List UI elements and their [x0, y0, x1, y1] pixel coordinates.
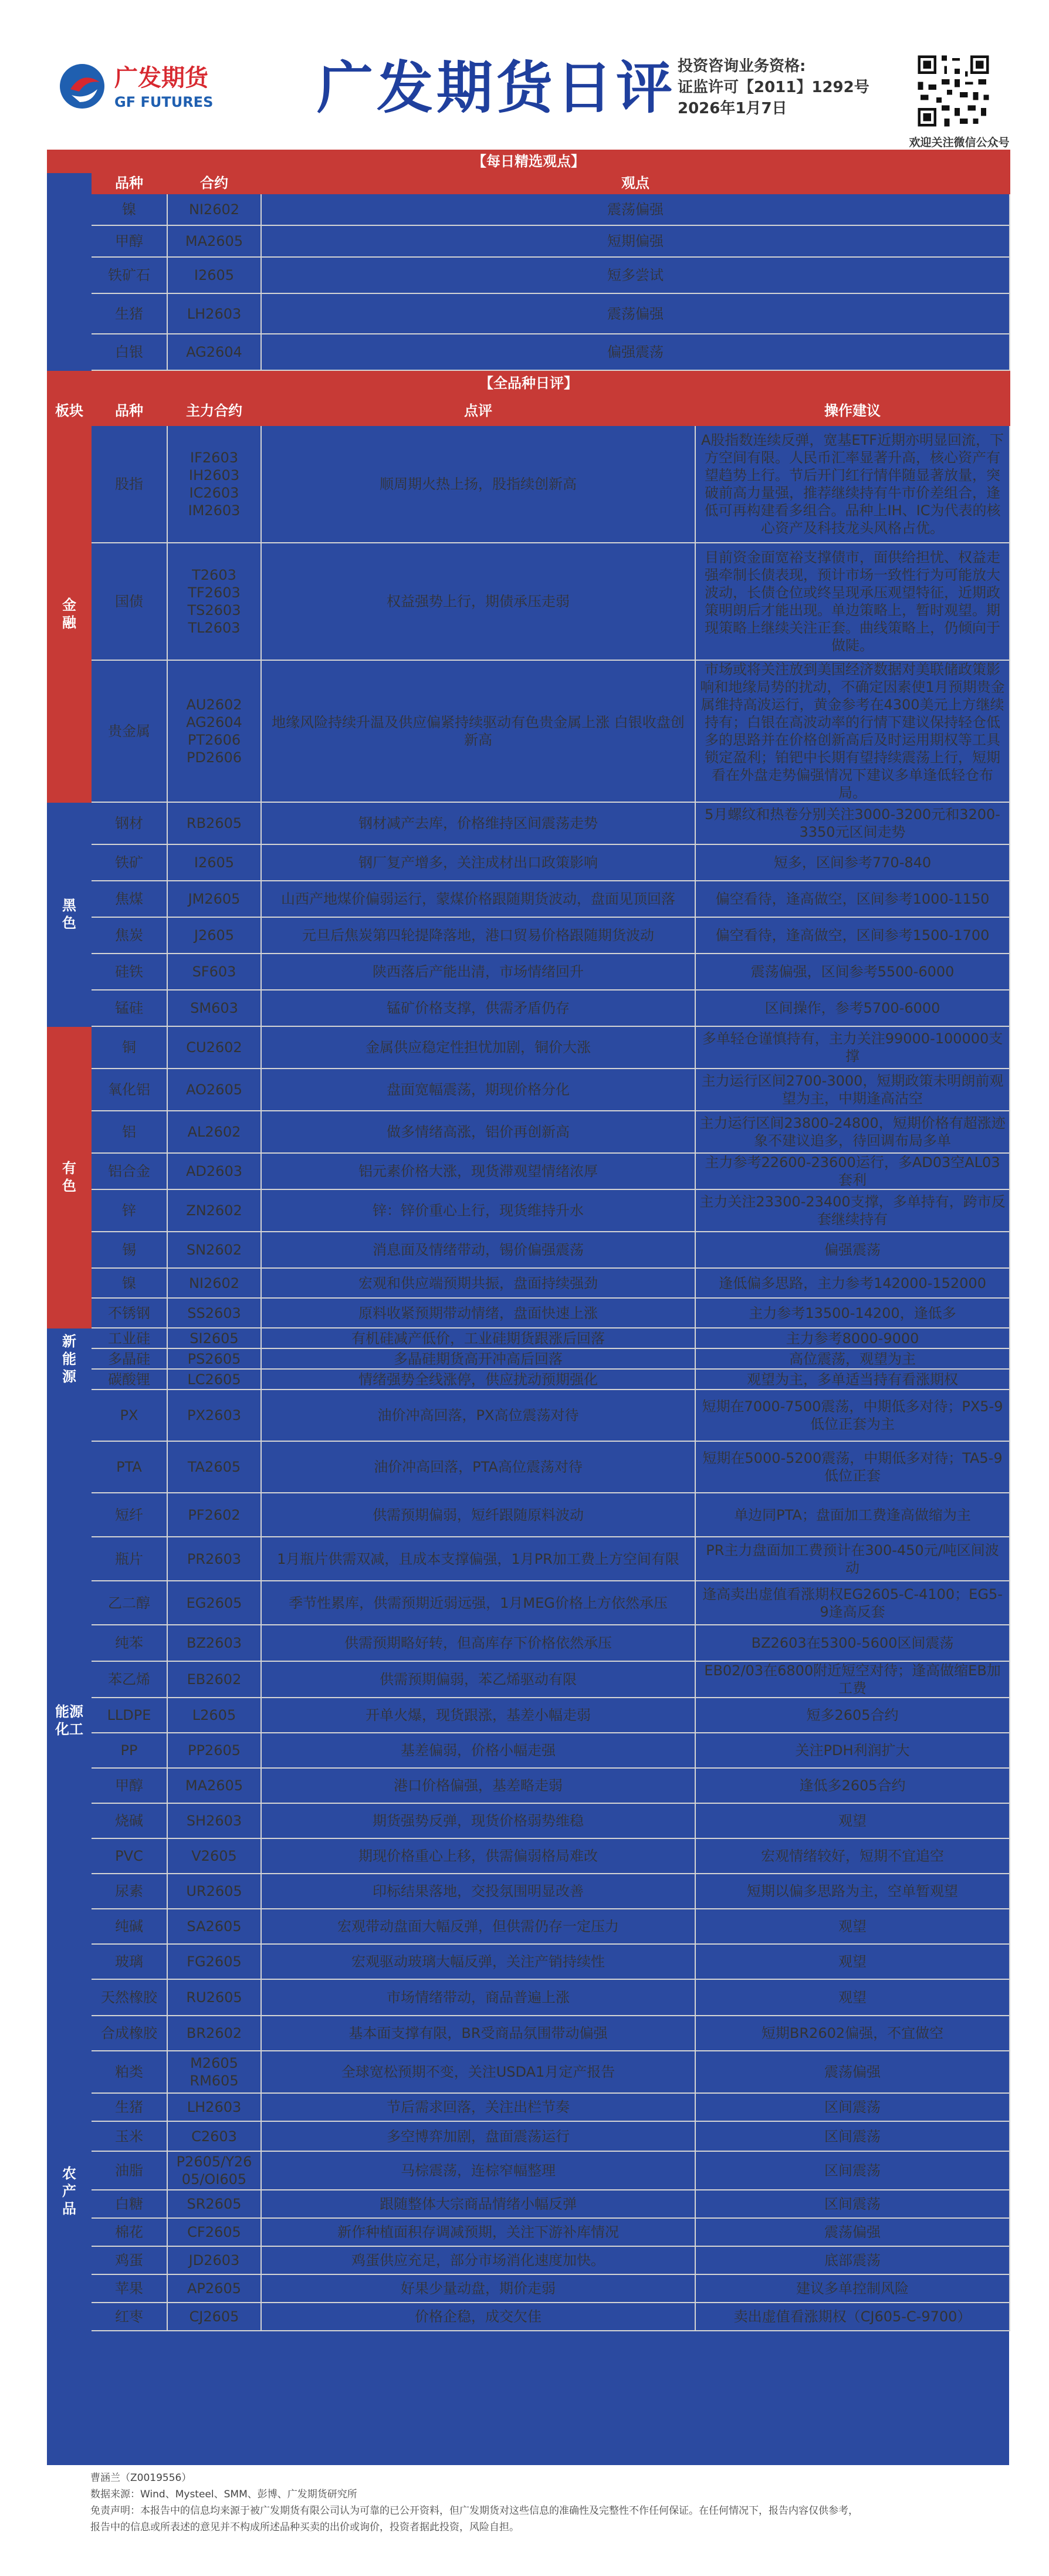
product-advice: 逢低偏多思路，主力参考142000-152000 [695, 1268, 1010, 1298]
product-name: 棉花 [91, 2218, 167, 2246]
product-advice: A股指数连续反弹，宽基ETF近期亦明显回流，下方空间有限。人民币汇率显著升高，核心资产有望趋势上行。节后开门红行情伴随显著放量，突破前高力量强，推荐继续持有牛市价差组合，逢低可再构建看多组合。品种上IH、IC为代表的核心资产及科技龙头风格占优。 [695, 425, 1010, 543]
product-advice: 底部震荡 [695, 2246, 1010, 2274]
pick-view: 偏强震荡 [261, 334, 1010, 370]
product-contract: EG2605 [167, 1581, 261, 1625]
product-contract: MA2605 [167, 1768, 261, 1803]
product-contract: J2605 [167, 917, 261, 954]
report-header [0, 0, 1049, 150]
product-contract: RB2605 [167, 802, 261, 844]
product-comment: 多晶硅期货高开冲高后回落 [261, 1348, 695, 1369]
product-name: 甲醇 [91, 1768, 167, 1803]
product-comment: 基本面支撑有限，BR受商品氛围带动偏强 [261, 2016, 695, 2051]
blue-spacer [48, 257, 91, 293]
product-comment: 铝元素价格大涨，现货滞观望情绪浓厚 [261, 1153, 695, 1189]
product-comment: 1月瓶片供需双减，且成本支撑偏强，1月PR加工费上方空间有限 [261, 1537, 695, 1581]
product-name: PVC [91, 1838, 167, 1874]
product-advice: 高位震荡，观望为主 [695, 1348, 1010, 1369]
pick-view: 震荡偏强 [261, 194, 1010, 225]
product-name: 股指 [91, 425, 167, 543]
product-comment: 价格企稳，成交欠佳 [261, 2303, 695, 2331]
product-contract: AP2605 [167, 2274, 261, 2303]
product-contract: BR2602 [167, 2016, 261, 2051]
product-comment: 盘面宽幅震荡，期现价格分化 [261, 1069, 695, 1111]
blue-spacer [48, 194, 91, 225]
pick-view: 震荡偏强 [261, 293, 1010, 334]
product-name: 铝 [91, 1111, 167, 1153]
product-advice: 主力关注23300-23400支撑，多单持有，跨市反套继续持有 [695, 1189, 1010, 1232]
product-name: 尿素 [91, 1874, 167, 1909]
product-contract: ZN2602 [167, 1189, 261, 1232]
product-contract: SS2603 [167, 1298, 261, 1328]
product-comment: 钢材减产去库，价格维持区间震荡走势 [261, 802, 695, 844]
product-advice: 区间震荡 [695, 2093, 1010, 2121]
products-header-comment: 点评 [261, 396, 695, 425]
product-name: 瓶片 [91, 1537, 167, 1581]
product-name: 铝合金 [91, 1153, 167, 1189]
product-comment: 多空博弈加剧，盘面震荡运行 [261, 2121, 695, 2151]
product-comment: 锌：锌价重心上行，现货维持升水 [261, 1189, 695, 1232]
picks-header-name: 品种 [91, 173, 167, 194]
product-contract: M2605 RM605 [167, 2051, 261, 2093]
product-comment: 市场情绪带动，商品普遍上涨 [261, 1979, 695, 2016]
product-contract: CJ2605 [167, 2303, 261, 2331]
product-comment: 新作种植面积存调减预期，关注下游补库情况 [261, 2218, 695, 2246]
product-name: 焦煤 [91, 881, 167, 917]
product-name: 锌 [91, 1189, 167, 1232]
product-name: 纯苯 [91, 1625, 167, 1661]
product-contract: FG2605 [167, 1944, 261, 1979]
product-contract: SI2605 [167, 1328, 261, 1348]
sector-label: 新 能 源 [48, 1328, 91, 1390]
blue-spacer [48, 334, 91, 370]
product-name: 纯碱 [91, 1909, 167, 1944]
product-contract: EB2602 [167, 1661, 261, 1698]
product-comment: 有机硅减产低价，工业硅期货跟涨后回落 [261, 1328, 695, 1348]
product-advice: 市场或将关注放到美国经济数据对美联储政策影响和地缘局势的扰动，不确定因素使1月预期贵金属维持高波运行，黄金参考在4300美元上方继续持有；白银在高波动率的行情下建议保持轻仓低多的思路并在价格创新高后及时运用期权等工具锁定盈利；铂钯中长期有望持续震荡上行，短期看在外盘走势偏强情况下建议多单逢低轻仓布局。 [695, 660, 1010, 802]
product-name: 苯乙烯 [91, 1661, 167, 1698]
pick-view: 短多尝试 [261, 257, 1010, 293]
page-title: 广发期货日评 [317, 55, 676, 121]
product-advice: 震荡偏强 [695, 2051, 1010, 2093]
product-comment: 锰矿价格支撑，供需矛盾仍存 [261, 990, 695, 1026]
picks-header-view: 观点 [261, 173, 1010, 194]
product-advice: 观望为主，多单适当持有看涨期权 [695, 1369, 1010, 1390]
product-name: PP [91, 1733, 167, 1768]
product-name: 氧化铝 [91, 1069, 167, 1111]
brand-en: GF FUTURES [114, 94, 214, 110]
product-name: 铜 [91, 1026, 167, 1069]
product-name: 硅铁 [91, 954, 167, 990]
product-comment: 油价冲高回落，PTA高位震荡对待 [261, 1441, 695, 1493]
product-advice: 主力运行区间23800-24800，短期价格有超涨迹象不建议追多，待回调布局多单 [695, 1111, 1010, 1153]
product-advice: 偏空看待，逢高做空，区间参考1500-1700 [695, 917, 1010, 954]
product-advice: 多单轻仓谨慎持有，主力关注99000-100000支撑 [695, 1026, 1010, 1069]
pick-name: 生猪 [91, 293, 167, 334]
product-advice: 震荡偏强 [695, 2218, 1010, 2246]
product-contract: TA2605 [167, 1441, 261, 1493]
product-comment: 基差偏弱，价格小幅走强 [261, 1733, 695, 1768]
product-comment: 好果少量动盘，期价走弱 [261, 2274, 695, 2303]
product-advice: 偏空看待，逢高做空，区间参考1000-1150 [695, 881, 1010, 917]
product-contract: CU2602 [167, 1026, 261, 1069]
product-comment: 顺周期火热上扬，股指续创新高 [261, 425, 695, 543]
product-comment: 做多情绪高涨，铝价再创新高 [261, 1111, 695, 1153]
pick-name: 甲醇 [91, 225, 167, 257]
product-advice: 单边同PTA；盘面加工费逢高做缩为主 [695, 1493, 1010, 1537]
report-table [47, 150, 1010, 2331]
pick-contract: MA2605 [167, 225, 261, 257]
product-contract: LH2603 [167, 2093, 261, 2121]
product-advice: 短多，区间参考770-840 [695, 844, 1010, 881]
product-name: 生猪 [91, 2093, 167, 2121]
product-advice: 短多2605合约 [695, 1698, 1010, 1733]
product-advice: 区间震荡 [695, 2190, 1010, 2218]
product-advice: 建议多单控制风险 [695, 2274, 1010, 2303]
product-contract: BZ2603 [167, 1625, 261, 1661]
product-comment: 供需预期偏弱，苯乙烯驱动有限 [261, 1661, 695, 1698]
product-advice: 短期在7000-7500震荡，中期低多对待；PX5-9低位正套为主 [695, 1390, 1010, 1441]
footer-source: 数据来源：Wind、Mysteel、SMM、彭博、广发期货研究所 [90, 2489, 357, 2500]
blue-spacer [48, 293, 91, 334]
sector-label: 金 融 [48, 425, 91, 802]
footer-disclaimer-1: 免责声明：本报告中的信息均来源于被广发期货有限公司认为可靠的已公开资料，但广发期货对这些信息的准确性及完整性不作任何保证。在任何情况下，报告内容仅供参考， [90, 2505, 858, 2517]
product-advice: 短期BR2602偏强，不宜做空 [695, 2016, 1010, 2051]
sector-label: 农 产 品 [48, 2051, 91, 2331]
product-comment: 港口价格偏强，基差略走弱 [261, 1768, 695, 1803]
pick-view: 短期偏强 [261, 225, 1010, 257]
product-name: LLDPE [91, 1698, 167, 1733]
products-header-advice: 操作建议 [695, 396, 1010, 425]
product-advice: 主力运行区间2700-3000，短期政策未明朗前观望为主，中期逢高沽空 [695, 1069, 1010, 1111]
product-advice: EB02/03在6800附近短空对待；逢高做缩EB加工费 [695, 1661, 1010, 1698]
footer-author: 曹涵兰（Z0019556） [90, 2472, 192, 2484]
product-comment: 供需预期偏弱，短纤跟随原料波动 [261, 1493, 695, 1537]
product-comment: 期货强势反弹，现货价格弱势维稳 [261, 1803, 695, 1838]
product-name: 国债 [91, 543, 167, 660]
product-name: 天然橡胶 [91, 1979, 167, 2016]
product-name: 多晶硅 [91, 1348, 167, 1369]
product-name: 锰硅 [91, 990, 167, 1026]
product-contract: I2605 [167, 844, 261, 881]
product-contract: PS2605 [167, 1348, 261, 1369]
product-contract: AL2602 [167, 1111, 261, 1153]
product-comment: 宏观驱动玻璃大幅反弹，关注产销持续性 [261, 1944, 695, 1979]
license-line-2: 证监许可【2011】1292号 [678, 79, 869, 96]
product-advice: PR主力盘面加工费预计在300-450元/吨区间波动 [695, 1537, 1010, 1581]
product-advice: 关注PDH利润扩大 [695, 1733, 1010, 1768]
license-line-1: 投资咨询业务资格: [678, 58, 806, 75]
blue-spacer [48, 225, 91, 257]
product-contract: PX2603 [167, 1390, 261, 1441]
product-comment: 全球宽松预期不变，关注USDA1月定产报告 [261, 2051, 695, 2093]
product-name: PTA [91, 1441, 167, 1493]
product-contract: PP2605 [167, 1733, 261, 1768]
product-name: 锡 [91, 1232, 167, 1268]
product-name: 铁矿 [91, 844, 167, 881]
product-advice: 主力参考8000-9000 [695, 1328, 1010, 1348]
product-comment: 元旦后焦炭第四轮提降落地，港口贸易价格跟随期货波动 [261, 917, 695, 954]
product-name: 短纤 [91, 1493, 167, 1537]
products-header-contract: 主力合约 [167, 396, 261, 425]
report-footer [47, 2463, 1009, 2563]
product-contract: PR2603 [167, 1537, 261, 1581]
product-contract: SN2602 [167, 1232, 261, 1268]
product-contract: AU2602 AG2604 PT2606 PD2606 [167, 660, 261, 802]
pick-name: 铁矿石 [91, 257, 167, 293]
product-advice: 5月螺纹和热卷分别关注3000-3200元和3200-3350元区间走势 [695, 802, 1010, 844]
product-comment: 消息面及情绪带动，锡价偏强震荡 [261, 1232, 695, 1268]
product-name: 碳酸锂 [91, 1369, 167, 1390]
product-contract: T2603 TF2603 TS2603 TL2603 [167, 543, 261, 660]
product-name: 玻璃 [91, 1944, 167, 1979]
product-comment: 情绪强势全线涨停，供应扰动预期强化 [261, 1369, 695, 1390]
report-date: 2026年1月7日 [678, 100, 787, 117]
product-advice: 观望 [695, 1944, 1010, 1979]
product-contract: IF2603 IH2603 IC2603 IM2603 [167, 425, 261, 543]
pick-contract: LH2603 [167, 293, 261, 334]
product-comment: 山西产地煤价偏弱运行，蒙煤价格跟随期货波动，盘面见顶回落 [261, 881, 695, 917]
product-comment: 节后需求回落，关注出栏节奏 [261, 2093, 695, 2121]
product-contract: SM603 [167, 990, 261, 1026]
product-name: 玉米 [91, 2121, 167, 2151]
product-name: 油脂 [91, 2151, 167, 2190]
product-comment: 开单火爆，现货跟涨，基差小幅走弱 [261, 1698, 695, 1733]
product-comment: 季节性累库，供需预期近弱远强，1月MEG价格上方依然承压 [261, 1581, 695, 1625]
product-advice: 区间震荡 [695, 2151, 1010, 2190]
product-contract: P2605/Y26 05/OI605 [167, 2151, 261, 2190]
product-comment: 油价冲高回落，PX高位震荡对待 [261, 1390, 695, 1441]
product-contract: SH2603 [167, 1803, 261, 1838]
product-comment: 陕西落后产能出清，市场情绪回升 [261, 954, 695, 990]
product-comment: 地缘风险持续升温及供应偏紧持续驱动有色贵金属上涨 白银收盘创新高 [261, 660, 695, 802]
product-contract: JM2605 [167, 881, 261, 917]
product-contract: V2605 [167, 1838, 261, 1874]
pick-name: 白银 [91, 334, 167, 370]
product-advice: 观望 [695, 1979, 1010, 2016]
product-advice: 目前资金面宽裕支撑债市，面供给担忧、权益走强牵制长债表现，预计市场一致性行为可能放大波动，长债仓位或终呈现承压观望特征，近期政策明朗后才能出现。单边策略上，暂时观望。期现策略上继续关注正套。曲线策略上，仍倾向于做陡。 [695, 543, 1010, 660]
product-comment: 鸡蛋供应充足，部分市场消化速度加快。 [261, 2246, 695, 2274]
product-contract: L2605 [167, 1698, 261, 1733]
product-advice: 主力参考22600-23600运行，多AD03空AL03套利 [695, 1153, 1010, 1189]
product-advice: 逢高卖出虚值看涨期权EG2605-C-4100；EG5-9逢高反套 [695, 1581, 1010, 1625]
sector-label: 能源 化工 [48, 1390, 91, 2051]
product-name: 红枣 [91, 2303, 167, 2331]
product-comment: 权益强势上行，期债承压走弱 [261, 543, 695, 660]
product-advice: 观望 [695, 1909, 1010, 1944]
product-comment: 供需预期略好转，但高库存下价格依然承压 [261, 1625, 695, 1661]
pick-name: 镍 [91, 194, 167, 225]
product-comment: 印标结果落地，交投氛围明显改善 [261, 1874, 695, 1909]
product-contract: AO2605 [167, 1069, 261, 1111]
product-name: 烧碱 [91, 1803, 167, 1838]
product-contract: C2603 [167, 2121, 261, 2151]
product-name: 镍 [91, 1268, 167, 1298]
product-contract: PF2602 [167, 1493, 261, 1537]
product-advice: 主力参考13500-14200，逢低多 [695, 1298, 1010, 1328]
products-header-sector: 板块 [48, 396, 91, 425]
daily-picks-title: 【每日精选观点】 [48, 150, 1010, 173]
product-name: 不锈钢 [91, 1298, 167, 1328]
product-comment: 原料收紧预期带动情绪，盘面快速上涨 [261, 1298, 695, 1328]
product-contract: RU2605 [167, 1979, 261, 2016]
pick-contract: I2605 [167, 257, 261, 293]
product-contract: UR2605 [167, 1874, 261, 1909]
product-contract: SA2605 [167, 1909, 261, 1944]
blue-spacer [48, 173, 91, 194]
product-comment: 钢厂复产增多，关注成材出口政策影响 [261, 844, 695, 881]
product-comment: 宏观带动盘面大幅反弹，但供需仍存一定压力 [261, 1909, 695, 1944]
product-contract: SR2605 [167, 2190, 261, 2218]
gf-futures-logo [59, 59, 246, 114]
product-name: PX [91, 1390, 167, 1441]
brand-cn: 广发期货 [114, 65, 208, 92]
product-advice: BZ2603在5300-5600区间震荡 [695, 1625, 1010, 1661]
product-advice: 逢低多2605合约 [695, 1768, 1010, 1803]
qr-caption: 欢迎关注微信公众号 [909, 136, 1010, 149]
product-advice: 短期以偏多思路为主，空单暂观望 [695, 1874, 1010, 1909]
product-comment: 金属供应稳定性担忧加剧，铜价大涨 [261, 1026, 695, 1069]
product-name: 白糖 [91, 2190, 167, 2218]
product-advice: 偏强震荡 [695, 1232, 1010, 1268]
product-name: 合成橡胶 [91, 2016, 167, 2051]
product-advice: 宏观情绪较好，短期不宜追空 [695, 1838, 1010, 1874]
product-comment: 马棕震荡，连棕窄幅整理 [261, 2151, 695, 2190]
product-name: 乙二醇 [91, 1581, 167, 1625]
pick-contract: AG2604 [167, 334, 261, 370]
product-advice: 区间震荡 [695, 2121, 1010, 2151]
product-contract: JD2603 [167, 2246, 261, 2274]
product-name: 焦炭 [91, 917, 167, 954]
product-comment: 跟随整体大宗商品情绪小幅反弹 [261, 2190, 695, 2218]
product-name: 苹果 [91, 2274, 167, 2303]
product-contract: AD2603 [167, 1153, 261, 1189]
product-name: 鸡蛋 [91, 2246, 167, 2274]
footer-disclaimer-2: 报告中的信息或所表述的意见并不构成所述品种买卖的出价或询价，投资者据此投资，风险自担。 [90, 2521, 519, 2533]
product-advice: 震荡偏强，区间参考5500-6000 [695, 954, 1010, 990]
sector-label: 黑 色 [48, 802, 91, 1026]
products-header-name: 品种 [91, 396, 167, 425]
product-advice: 卖出虚值看涨期权（CJ605-C-9700） [695, 2303, 1010, 2331]
product-advice: 短期在5000-5200震荡，中期低多对待；TA5-9低位正套 [695, 1441, 1010, 1493]
product-name: 粕类 [91, 2051, 167, 2093]
product-contract: CF2605 [167, 2218, 261, 2246]
pick-contract: NI2602 [167, 194, 261, 225]
wechat-qr-code [915, 53, 992, 129]
product-comment: 期现价格重心上移，供需偏弱格局难改 [261, 1838, 695, 1874]
product-name: 贵金属 [91, 660, 167, 802]
product-contract: SF603 [167, 954, 261, 990]
product-contract: NI2602 [167, 1268, 261, 1298]
product-name: 钢材 [91, 802, 167, 844]
all-products-title: 【全品种日评】 [48, 370, 1010, 396]
product-contract: LC2605 [167, 1369, 261, 1390]
product-advice: 观望 [695, 1803, 1010, 1838]
product-comment: 宏观和供应端预期共振，盘面持续强劲 [261, 1268, 695, 1298]
product-advice: 区间操作，参考5700-6000 [695, 990, 1010, 1026]
picks-header-contract: 合约 [167, 173, 261, 194]
sector-label: 有 色 [48, 1026, 91, 1328]
product-name: 工业硅 [91, 1328, 167, 1348]
